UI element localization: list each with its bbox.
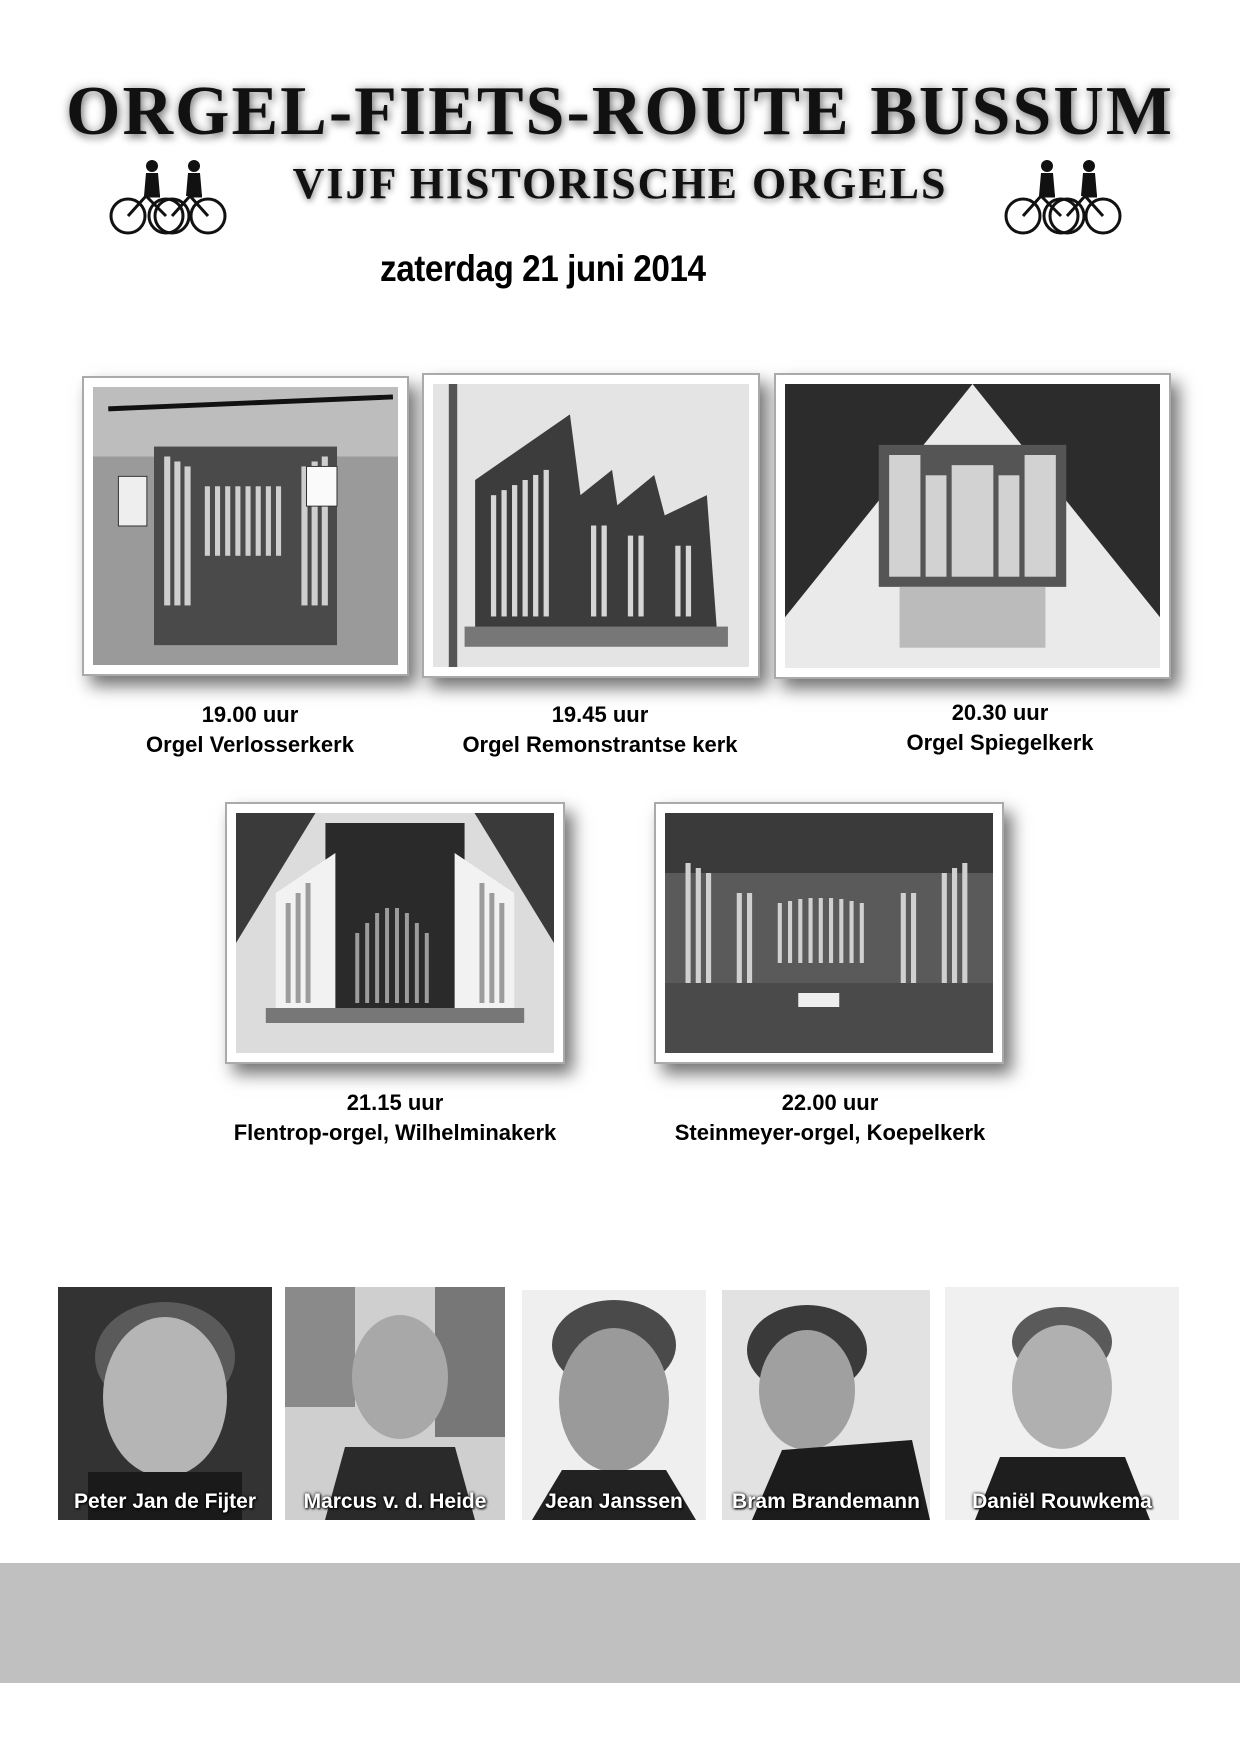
organ-caption bbox=[840, 698, 1160, 758]
organ-name: Steinmeyer-orgel, Koepelkerk bbox=[674, 1120, 986, 1145]
organ-name: Orgel Remonstrantse kerk bbox=[462, 732, 738, 757]
organist-name: Daniël Rouwkema bbox=[972, 1490, 1152, 1513]
organ-caption bbox=[100, 700, 400, 760]
organ-time: 19.45 uur bbox=[551, 702, 649, 727]
organ-caption bbox=[200, 1088, 590, 1148]
tandem-bicycle-icon bbox=[108, 158, 228, 238]
organ-photo-wilhelminakerk bbox=[225, 802, 565, 1064]
page-subtitle: VIJF HISTORISCHE ORGELS bbox=[292, 159, 948, 208]
organ-name: Flentrop-orgel, Wilhelminakerk bbox=[233, 1120, 557, 1145]
organist-portrait bbox=[285, 1287, 505, 1520]
organ-time: 21.15 uur bbox=[346, 1090, 444, 1115]
organ-photo-koepelkerk bbox=[654, 802, 1004, 1064]
organ-time: 20.30 uur bbox=[951, 700, 1049, 725]
organist-name: Peter Jan de Fijter bbox=[73, 1490, 257, 1513]
organist-portrait bbox=[522, 1290, 706, 1520]
organ-photo-remonstrantse-kerk bbox=[422, 373, 760, 678]
organ-time: 19.00 uur bbox=[201, 702, 299, 727]
organ-photo-spiegelkerk bbox=[774, 373, 1171, 679]
organist-portrait bbox=[58, 1287, 272, 1520]
organist-portrait bbox=[722, 1290, 930, 1520]
organ-name: Orgel Verlosserkerk bbox=[146, 732, 354, 757]
organ-caption bbox=[640, 1088, 1020, 1148]
organ-caption bbox=[430, 700, 770, 760]
tandem-bicycle-icon bbox=[1003, 158, 1123, 238]
organ-time: 22.00 uur bbox=[781, 1090, 879, 1115]
organist-name: Jean Janssen bbox=[545, 1490, 683, 1513]
footer-band bbox=[0, 1563, 1240, 1683]
page-title: ORGEL-FIETS-ROUTE BUSSUM bbox=[66, 73, 1174, 150]
organist-portrait bbox=[945, 1287, 1179, 1520]
organist-name: Marcus v. d. Heide bbox=[303, 1490, 487, 1513]
organ-photo-verlosserkerk bbox=[82, 376, 409, 676]
organ-name: Orgel Spiegelkerk bbox=[906, 730, 1094, 755]
event-date: zaterdag 21 juni 2014 bbox=[380, 248, 706, 289]
organist-name: Bram Brandemann bbox=[732, 1490, 920, 1513]
